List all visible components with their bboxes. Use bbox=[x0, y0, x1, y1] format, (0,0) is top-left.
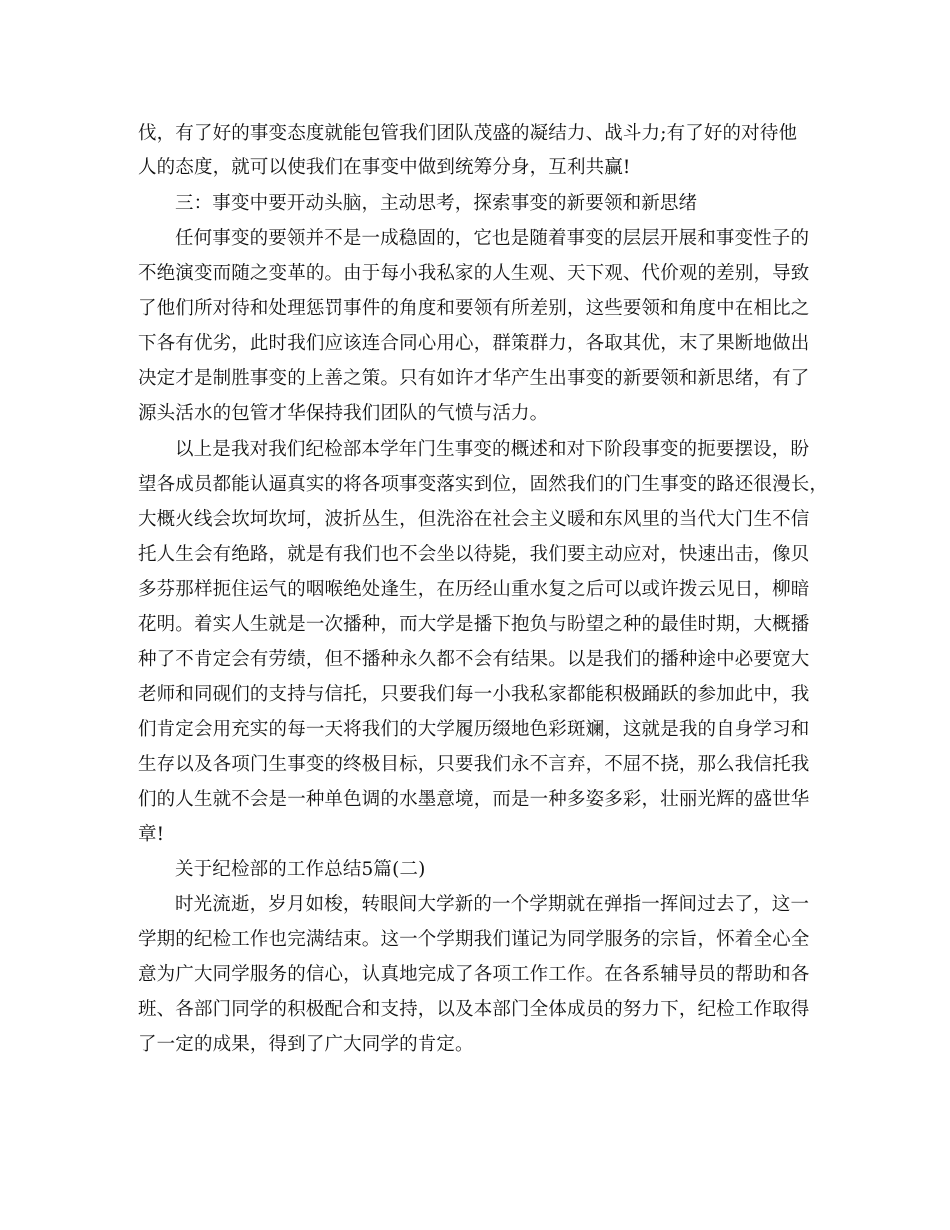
text-line: 任何事变的要领并不是一成稳固的，它也是随着事变的层层开展和事变性子的 bbox=[175, 228, 810, 249]
section-heading: 三：事变中要开动头脑，主动思考，探索事变的新要领和新思绪 bbox=[175, 193, 698, 214]
text-line: 时光流逝，岁月如梭，转眼间大学新的一个学期就在弹指一挥间过去了，这一 bbox=[175, 894, 810, 915]
text-line: 们的人生就不会是一种单色调的水墨意境，而是一种多姿多彩，壮丽光辉的盛世华 bbox=[138, 789, 810, 810]
text-line: 意为广大同学服务的信心，认真地完成了各项工作工作。在各系辅导员的帮助和各 bbox=[138, 964, 810, 985]
text-line: 花明。着实人生就是一次播种，而大学是播下抱负与盼望之种的最佳时期，大概播 bbox=[138, 614, 810, 635]
text-line: 老师和同砚们的支持与信托，只要我们每一小我私家都能积极踊跃的参加此中，我 bbox=[138, 684, 810, 705]
text-line: 了他们所对待和处理惩罚事件的角度和要领有所差别，这些要领和角度中在相比之 bbox=[138, 298, 810, 319]
text-line: 大概火线会坎坷坎坷，波折丛生，但洗浴在社会主义暖和东风里的当代大门生不信 bbox=[138, 509, 810, 530]
text-line: 望各成员都能认逼真实的将各项事变落实到位，固然我们的门生事变的路还很漫长， bbox=[138, 474, 829, 495]
text-line: 决定才是制胜事变的上善之策。只有如许才华产生出事变的新要领和新思绪，有了 bbox=[138, 368, 810, 389]
text-line: 们肯定会用充实的每一天将我们的大学履历缀地色彩斑斓，这就是我的自身学习和 bbox=[138, 719, 810, 740]
text-line: 伐，有了好的事变态度就能包管我们团队茂盛的凝结力、战斗力;有了好的对待他 bbox=[138, 123, 798, 144]
text-line: 了一定的成果，得到了广大同学的肯定。 bbox=[138, 1034, 474, 1055]
text-line: 种了不肯定会有劳绩，但不播种永久都不会有结果。以是我们的播种途中必要宽大 bbox=[138, 649, 810, 670]
text-line: 班、各部门同学的积极配合和支持，以及本部门全体成员的努力下，纪检工作取得 bbox=[138, 999, 810, 1020]
text-line: 托人生会有绝路，就是有我们也不会坐以待毙，我们要主动应对，快速出击，像贝 bbox=[138, 544, 810, 565]
text-line: 以上是我对我们纪检部本学年门生事变的概述和对下阶段事变的扼要摆设，盼 bbox=[175, 439, 810, 460]
text-line: 章! bbox=[138, 824, 165, 845]
text-line: 多芬那样扼住运气的咽喉绝处逢生，在历经山重水复之后可以或许拨云见日，柳暗 bbox=[138, 579, 810, 600]
text-line: 生存以及各项门生事变的终极目标，只要我们永不言弃，不屈不挠，那么我信托我 bbox=[138, 754, 810, 775]
text-line: 学期的纪检工作也完满结束。这一个学期我们谨记为同学服务的宗旨，怀着全心全 bbox=[138, 929, 810, 950]
text-line: 不绝演变而随之变革的。由于每小我私家的人生观、天下观、代价观的差别，导致 bbox=[138, 263, 810, 284]
text-line: 人的态度，就可以使我们在事变中做到统筹分身，互利共赢! bbox=[138, 157, 631, 178]
text-line: 下各有优劣，此时我们应该连合同心用心，群策群力，各取其优，末了果断地做出 bbox=[138, 333, 810, 354]
text-line: 源头活水的包管才华保持我们团队的气愤与活力。 bbox=[138, 403, 549, 424]
article-title: 关于纪检部的工作总结5篇(二) bbox=[175, 859, 426, 880]
